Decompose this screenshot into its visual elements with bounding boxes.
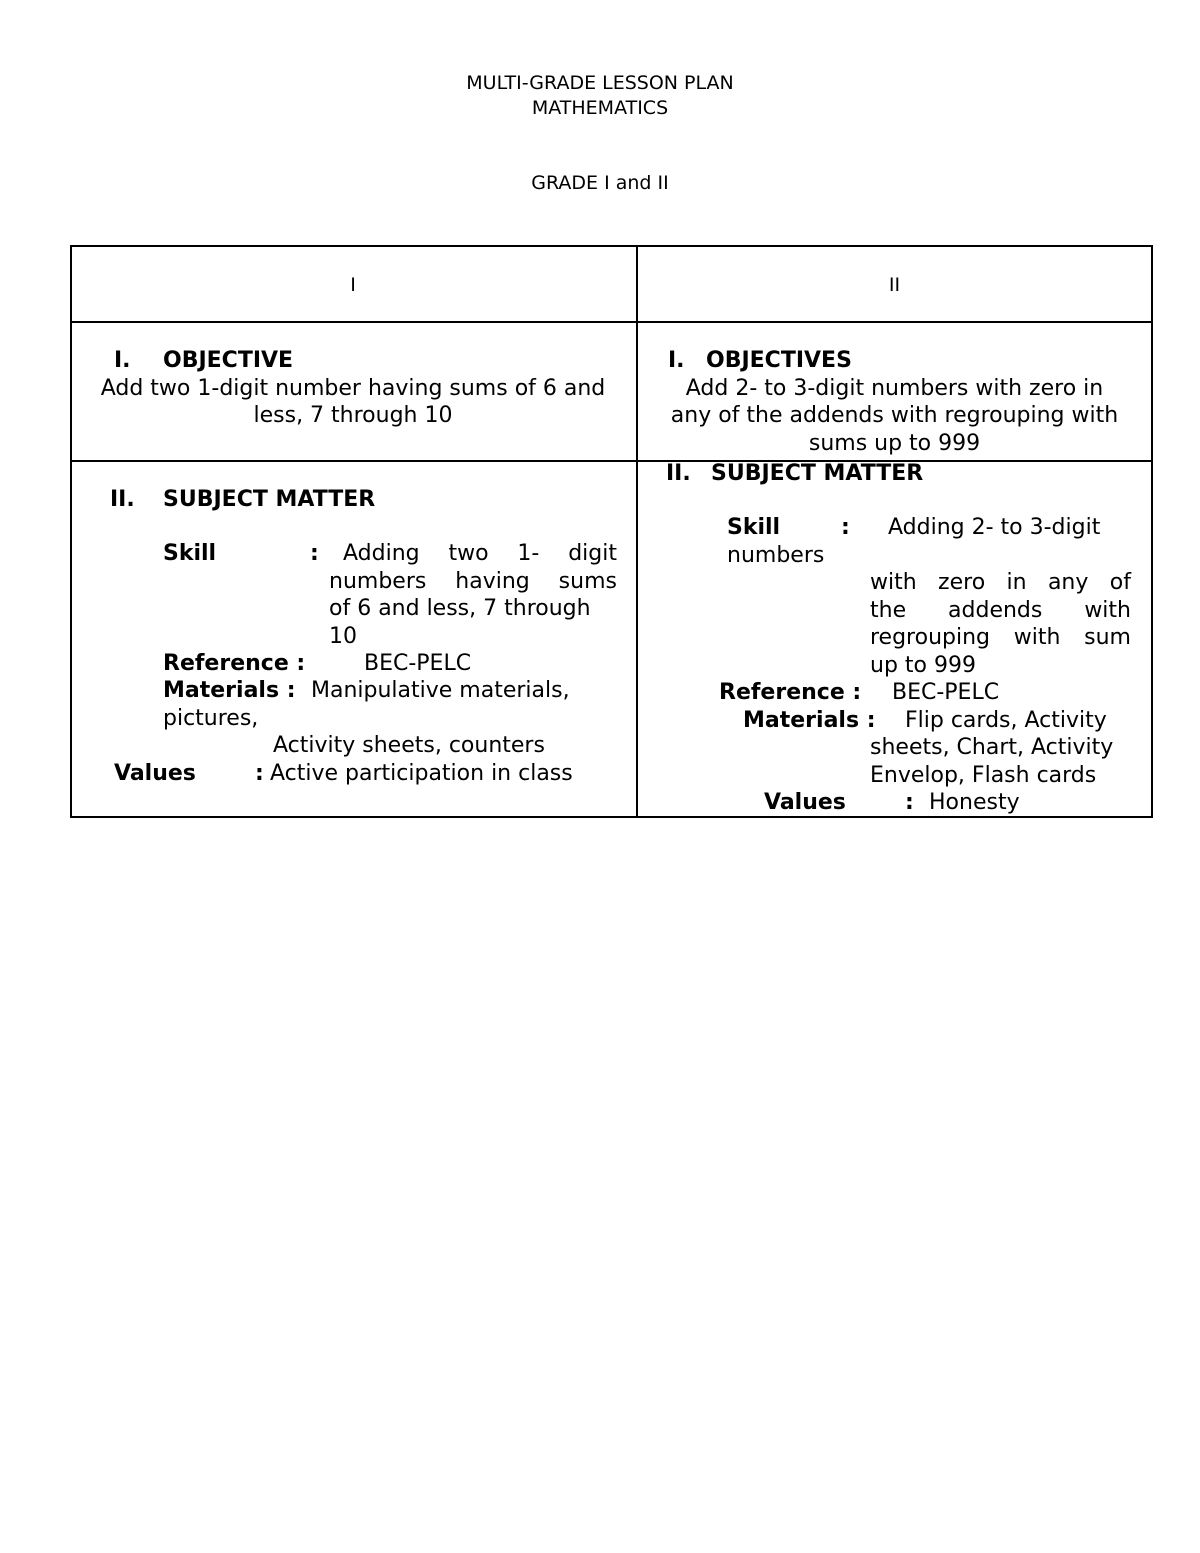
right-skill-word: with bbox=[870, 570, 917, 595]
right-skill-line-2: numbers bbox=[727, 543, 825, 568]
left-skill-word: Adding bbox=[343, 541, 420, 566]
right-subject-matter-number: II. bbox=[666, 461, 691, 486]
right-skill-word: sum bbox=[1084, 625, 1131, 650]
right-skill-line-3 bbox=[870, 569, 1131, 597]
right-materials-value-2: sheets, Chart, Activity bbox=[870, 735, 1114, 760]
left-materials-label: Materials : bbox=[163, 678, 296, 703]
right-skill-line-1: Adding 2- to 3-digit bbox=[888, 515, 1101, 540]
lesson-plan-table bbox=[70, 245, 1153, 818]
document-subject: MATHEMATICS bbox=[531, 97, 669, 119]
right-skill-word: any bbox=[1047, 570, 1089, 595]
left-skill-word: 1- bbox=[517, 541, 540, 566]
right-skill-word: zero bbox=[938, 570, 986, 595]
left-skill-word: numbers bbox=[329, 569, 427, 594]
table-divider-row1 bbox=[70, 321, 1153, 323]
right-objective-text-2: any of the addends with regrouping with bbox=[670, 403, 1119, 428]
right-skill-word: addends bbox=[948, 598, 1043, 623]
left-subject-matter-title: SUBJECT MATTER bbox=[163, 487, 376, 512]
left-skill-word: digit bbox=[568, 541, 617, 566]
right-materials-value-3: Envelop, Flash cards bbox=[870, 763, 1097, 788]
right-skill-word: of bbox=[1109, 570, 1131, 595]
column-head-grade-2: II bbox=[888, 274, 901, 296]
right-reference-label: Reference : bbox=[719, 680, 862, 705]
right-skill-word: with bbox=[1084, 598, 1131, 623]
left-objective-number: I. bbox=[114, 348, 131, 373]
right-skill-word: the bbox=[870, 598, 907, 623]
left-skill-line-4: 10 bbox=[329, 624, 357, 649]
right-values-value: Honesty bbox=[929, 790, 1020, 815]
left-values-value: Active participation in class bbox=[270, 761, 573, 786]
right-skill-word: with bbox=[1013, 625, 1061, 650]
left-reference-value: BEC-PELC bbox=[364, 651, 472, 676]
right-materials-value-1: Flip cards, Activity bbox=[905, 708, 1107, 733]
right-objective-text-3: sums up to 999 bbox=[808, 431, 981, 456]
right-skill-line-4 bbox=[870, 597, 1131, 625]
table-border-right bbox=[1151, 245, 1153, 818]
right-skill-label: Skill bbox=[727, 515, 781, 540]
left-skill-label: Skill bbox=[163, 541, 217, 566]
right-skill-line-6: up to 999 bbox=[870, 653, 976, 678]
document-title: MULTI-GRADE LESSON PLAN bbox=[466, 72, 734, 94]
left-values-label: Values bbox=[114, 761, 196, 786]
document-grades: GRADE I and II bbox=[531, 172, 669, 194]
left-subject-matter-number: II. bbox=[110, 487, 135, 512]
left-values-colon: : bbox=[255, 761, 264, 786]
left-objective-text-2: less, 7 through 10 bbox=[253, 403, 453, 428]
right-objective-text-1: Add 2- to 3-digit numbers with zero in bbox=[685, 376, 1104, 401]
right-reference-value: BEC-PELC bbox=[892, 680, 1000, 705]
left-objective-text-1: Add two 1-digit number having sums of 6 and bbox=[100, 376, 606, 401]
left-materials-value-1: Manipulative materials, bbox=[311, 678, 570, 703]
right-objective-title: OBJECTIVES bbox=[706, 348, 852, 373]
right-materials-label: Materials : bbox=[743, 708, 876, 733]
left-skill-word: sums bbox=[558, 569, 617, 594]
left-skill-word: having bbox=[455, 569, 530, 594]
left-materials-value-3: Activity sheets, counters bbox=[273, 733, 545, 758]
left-skill-line-3: of 6 and less, 7 through bbox=[329, 596, 591, 621]
right-skill-line-5 bbox=[870, 624, 1131, 652]
right-values-label: Values bbox=[764, 790, 846, 815]
table-divider-vertical bbox=[636, 245, 638, 818]
right-skill-colon: : bbox=[841, 515, 850, 540]
right-skill-word: in bbox=[1006, 570, 1027, 595]
left-skill-word: two bbox=[448, 541, 489, 566]
right-objective-number: I. bbox=[668, 348, 685, 373]
left-objective-title: OBJECTIVE bbox=[163, 348, 294, 373]
left-reference-label: Reference : bbox=[163, 651, 306, 676]
right-skill-word: regrouping bbox=[870, 625, 991, 650]
left-skill-colon: : bbox=[310, 541, 319, 566]
column-head-grade-1: I bbox=[350, 274, 356, 296]
right-subject-matter-title: SUBJECT MATTER bbox=[711, 461, 924, 486]
left-skill-line-2 bbox=[329, 568, 617, 596]
table-border-left bbox=[70, 245, 72, 818]
left-skill-line-1 bbox=[343, 540, 617, 568]
table-border-top bbox=[70, 245, 1153, 247]
right-values-colon: : bbox=[905, 790, 914, 815]
left-materials-value-2: pictures, bbox=[163, 706, 259, 731]
table-divider-row2 bbox=[70, 460, 1153, 462]
